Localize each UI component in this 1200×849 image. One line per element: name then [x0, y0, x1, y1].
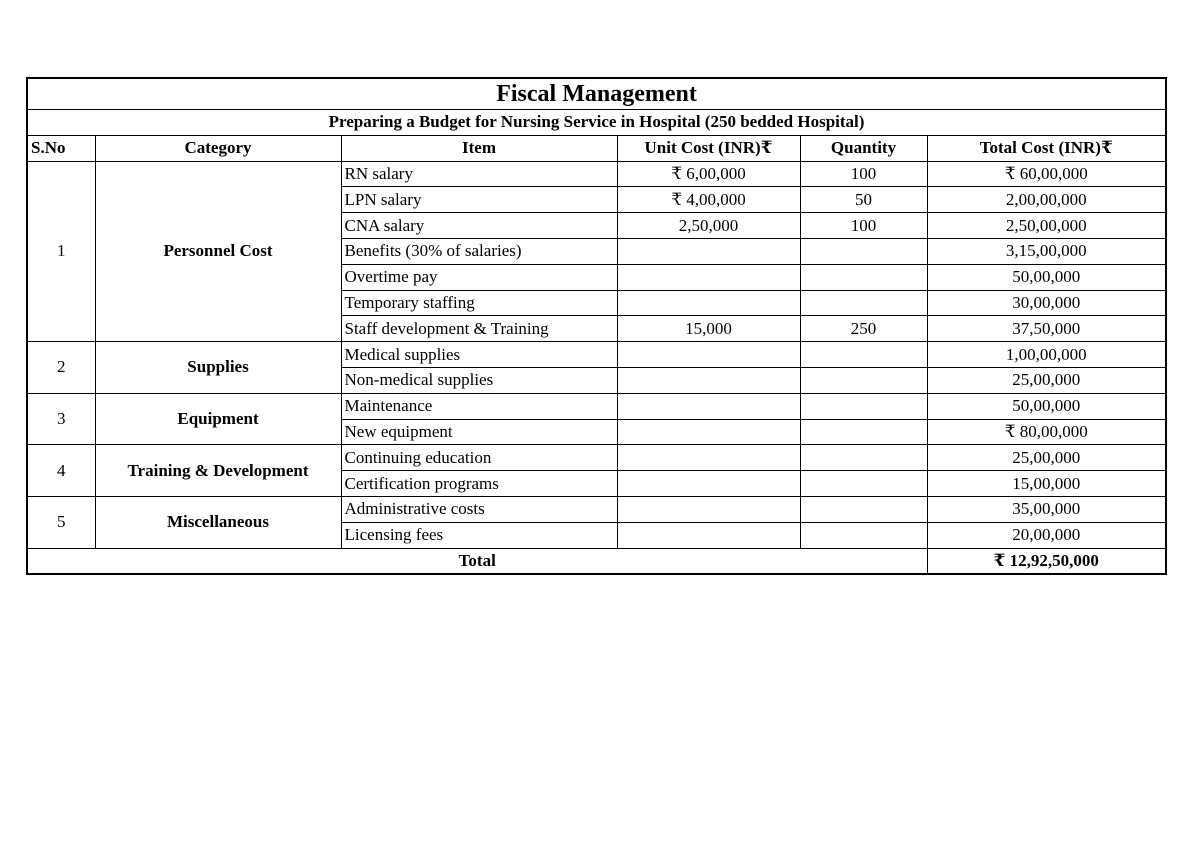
sno-cell: 3	[27, 393, 95, 445]
quantity-cell	[800, 445, 927, 471]
total-value: ₹ 12,92,50,000	[927, 548, 1166, 574]
column-header-quantity: Quantity	[800, 135, 927, 161]
total-cost-cell: 30,00,000	[927, 290, 1166, 316]
item-cell: Administrative costs	[341, 496, 617, 522]
item-cell: Non-medical supplies	[341, 367, 617, 393]
quantity-cell	[800, 290, 927, 316]
sno-cell: 1	[27, 161, 95, 342]
unit-cost-cell	[617, 419, 800, 445]
unit-cost-cell	[617, 367, 800, 393]
unit-cost-cell	[617, 471, 800, 497]
item-cell: Overtime pay	[341, 264, 617, 290]
quantity-cell	[800, 264, 927, 290]
unit-cost-cell	[617, 238, 800, 264]
unit-cost-cell: 2,50,000	[617, 213, 800, 239]
unit-cost-cell	[617, 522, 800, 548]
quantity-cell	[800, 367, 927, 393]
table-row	[27, 393, 1166, 419]
table-subtitle: Preparing a Budget for Nursing Service in Hospital (250 bedded Hospital)	[27, 110, 1166, 136]
table-row	[27, 445, 1166, 471]
quantity-cell	[800, 522, 927, 548]
unit-cost-cell: ₹ 6,00,000	[617, 161, 800, 187]
category-cell: Equipment	[95, 393, 341, 445]
page-title: Fiscal Management	[27, 78, 1166, 110]
quantity-cell	[800, 496, 927, 522]
unit-cost-cell	[617, 264, 800, 290]
quantity-cell	[800, 393, 927, 419]
unit-cost-cell	[617, 445, 800, 471]
unit-cost-cell	[617, 290, 800, 316]
item-cell: Temporary staffing	[341, 290, 617, 316]
column-header-unit-cost: Unit Cost (INR)₹	[617, 135, 800, 161]
table-row	[27, 161, 1166, 187]
total-cost-cell: 35,00,000	[927, 496, 1166, 522]
sno-cell: 5	[27, 496, 95, 548]
quantity-cell: 50	[800, 187, 927, 213]
item-cell: Licensing fees	[341, 522, 617, 548]
item-cell: Medical supplies	[341, 342, 617, 368]
quantity-cell: 250	[800, 316, 927, 342]
total-cost-cell: 15,00,000	[927, 471, 1166, 497]
column-header-item: Item	[341, 135, 617, 161]
item-cell: Maintenance	[341, 393, 617, 419]
unit-cost-cell	[617, 342, 800, 368]
category-cell: Training & Development	[95, 445, 341, 497]
budget-table	[26, 77, 1167, 575]
unit-cost-cell	[617, 496, 800, 522]
total-cost-cell: 50,00,000	[927, 393, 1166, 419]
column-header-sno: S.No	[27, 135, 95, 161]
total-cost-cell: 25,00,000	[927, 445, 1166, 471]
item-cell: Continuing education	[341, 445, 617, 471]
quantity-cell: 100	[800, 161, 927, 187]
sno-cell: 4	[27, 445, 95, 497]
table-row	[27, 496, 1166, 522]
unit-cost-cell	[617, 393, 800, 419]
total-cost-cell: 2,50,00,000	[927, 213, 1166, 239]
total-cost-cell: 3,15,00,000	[927, 238, 1166, 264]
table-header-row	[27, 135, 1166, 161]
total-cost-cell: 1,00,00,000	[927, 342, 1166, 368]
category-cell: Miscellaneous	[95, 496, 341, 548]
table-row	[27, 342, 1166, 368]
column-header-total-cost: Total Cost (INR)₹	[927, 135, 1166, 161]
total-label: Total	[27, 548, 927, 574]
total-cost-cell: 25,00,000	[927, 367, 1166, 393]
quantity-cell	[800, 342, 927, 368]
total-cost-cell: 37,50,000	[927, 316, 1166, 342]
item-cell: CNA salary	[341, 213, 617, 239]
sno-cell: 2	[27, 342, 95, 394]
table-body	[27, 161, 1166, 548]
unit-cost-cell: 15,000	[617, 316, 800, 342]
quantity-cell	[800, 471, 927, 497]
total-cost-cell: 2,00,00,000	[927, 187, 1166, 213]
item-cell: LPN salary	[341, 187, 617, 213]
category-cell: Personnel Cost	[95, 161, 341, 342]
category-cell: Supplies	[95, 342, 341, 394]
item-cell: Staff development & Training	[341, 316, 617, 342]
item-cell: New equipment	[341, 419, 617, 445]
total-row	[27, 548, 1166, 574]
total-cost-cell: 20,00,000	[927, 522, 1166, 548]
total-cost-cell: ₹ 60,00,000	[927, 161, 1166, 187]
quantity-cell: 100	[800, 213, 927, 239]
unit-cost-cell: ₹ 4,00,000	[617, 187, 800, 213]
item-cell: Benefits (30% of salaries)	[341, 238, 617, 264]
total-cost-cell: ₹ 80,00,000	[927, 419, 1166, 445]
total-cost-cell: 50,00,000	[927, 264, 1166, 290]
quantity-cell	[800, 238, 927, 264]
quantity-cell	[800, 419, 927, 445]
item-cell: RN salary	[341, 161, 617, 187]
column-header-category: Category	[95, 135, 341, 161]
item-cell: Certification programs	[341, 471, 617, 497]
